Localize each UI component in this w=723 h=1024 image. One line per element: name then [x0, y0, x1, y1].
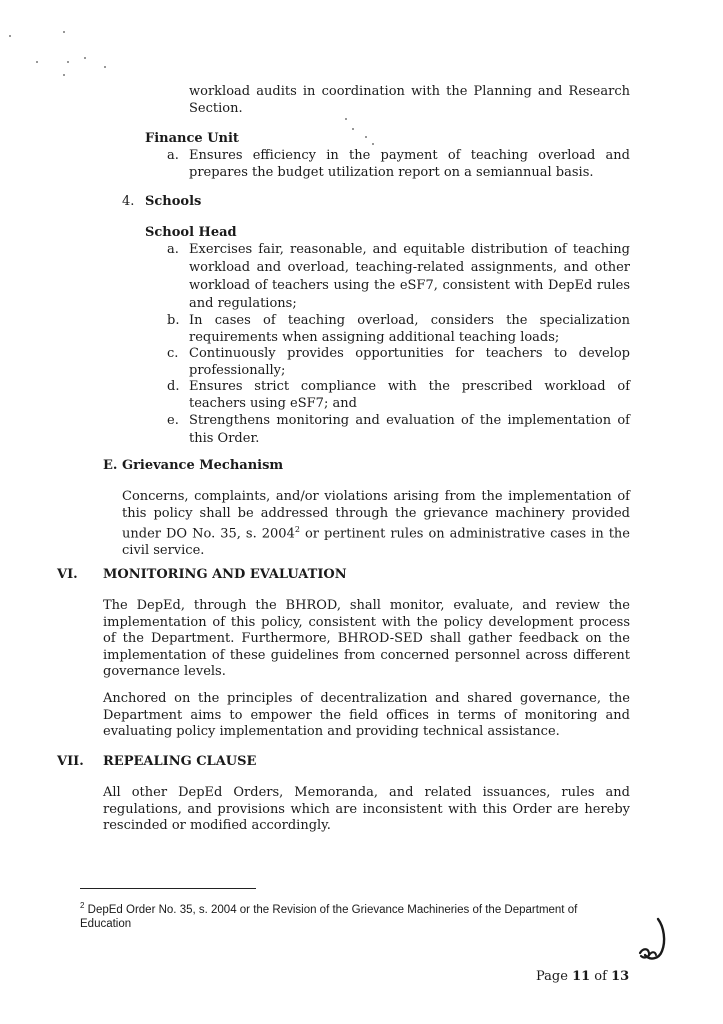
- section-vii-number: VII.: [57, 754, 84, 769]
- list-item: [167, 412, 630, 448]
- grievance-text: Concerns, complaints, and/or violations arising from the implementation of this policy shall be addressed through the grievance machinery provided under DO No. 35, s. 2004: [122, 489, 630, 542]
- section-vi-number: VI.: [57, 567, 78, 582]
- list-item-text: Ensures efficiency in the payment of teaching overload and prepares the budget utilization report on a semiannual basis.: [189, 148, 630, 180]
- schools-heading: Schools: [145, 194, 202, 209]
- scan-speck: [63, 31, 65, 33]
- page-number-separator: of: [590, 969, 612, 984]
- list-marker: c.: [167, 346, 179, 361]
- school-head-heading: School Head: [145, 225, 237, 240]
- list-marker: a.: [167, 242, 179, 257]
- schools-number: 4.: [122, 194, 135, 209]
- list-marker: d.: [167, 379, 180, 394]
- continued-line-1: workload audits in coordination with the Planning and Research: [189, 84, 630, 99]
- page-number-prefix: Page: [536, 969, 573, 984]
- list-marker: e.: [167, 413, 179, 428]
- scan-speck: [345, 118, 347, 120]
- footnote: [80, 899, 625, 931]
- section-vi-paragraph-1: The DepEd, through the BHROD, shall monitor, evaluate, and review the implementation of this policy, consistent with the policy development process of the Department. Furthermore, BHROD-SED shall gather feedback on the implementation of these guidelines from concerned personnel across different governance levels.: [103, 598, 630, 679]
- page-number: [536, 969, 629, 984]
- list-item-text: Exercises fair, reasonable, and equitable distribution of teaching workload and overload, teaching-related assignments, and other workload of teachers using the eSF7, consistent with DepEd rules and regulations;: [189, 242, 630, 311]
- list-item: [167, 346, 630, 379]
- scan-speck: [36, 61, 38, 63]
- section-vii-paragraph: All other DepEd Orders, Memoranda, and related issuances, rules and regulations, and provisions which are inconsistent with this Order are hereby rescinded or modified accordingly.: [103, 785, 630, 833]
- list-item-text: Continuously provides opportunities for teachers to develop professionally;: [189, 346, 630, 378]
- page-number-current: 11: [572, 969, 591, 984]
- page-number-total: 13: [611, 969, 630, 984]
- list-item: [167, 313, 630, 346]
- grievance-paragraph: [122, 489, 630, 559]
- grievance-heading: E. Grievance Mechanism: [103, 458, 284, 473]
- list-item-text: Ensures strict compliance with the prescribed workload of teachers using eSF7; and: [189, 379, 630, 411]
- handwritten-initials-icon: [636, 915, 672, 965]
- grievance-text-continued: or pertinent rules on administrative cases in the civil service.: [122, 526, 630, 558]
- list-item-text: Strengthens monitoring and evaluation of the implementation of this Order.: [189, 413, 630, 446]
- finance-unit-heading: Finance Unit: [145, 131, 239, 146]
- school-head-list: [167, 241, 630, 448]
- section-vii-title: REPEALING CLAUSE: [103, 754, 257, 769]
- list-item-text: In cases of teaching overload, considers the specialization requirements when assigning additional teaching loads;: [189, 313, 630, 345]
- list-marker: b.: [167, 313, 180, 328]
- footnote-number: 2: [80, 901, 85, 910]
- continued-line-2: Section.: [189, 100, 243, 116]
- footnote-divider: [80, 888, 256, 889]
- section-vi-title: MONITORING AND EVALUATION: [103, 567, 347, 582]
- scan-speck: [365, 136, 367, 138]
- section-vi-paragraph-2: Anchored on the principles of decentralization and shared governance, the Department aims to empower the field offices in terms of monitoring and evaluating policy implementation and providing technical assistance.: [103, 691, 630, 739]
- scan-speck: [67, 61, 69, 63]
- scan-speck: [84, 57, 86, 59]
- scan-speck: [372, 143, 374, 145]
- footnote-text: DepEd Order No. 35, s. 2004 or the Revision of the Grievance Machineries of the Department of Education: [80, 903, 578, 930]
- finance-unit-list: [167, 148, 630, 181]
- list-item: [167, 379, 630, 412]
- scan-speck: [104, 66, 106, 68]
- list-item: [167, 241, 630, 313]
- footnote-reference: 2: [294, 525, 300, 534]
- continued-list-item: [189, 84, 630, 117]
- scan-speck: [352, 128, 354, 130]
- scan-speck: [9, 35, 11, 37]
- list-marker: a.: [167, 148, 179, 163]
- list-item: [167, 148, 630, 181]
- scan-speck: [63, 74, 65, 76]
